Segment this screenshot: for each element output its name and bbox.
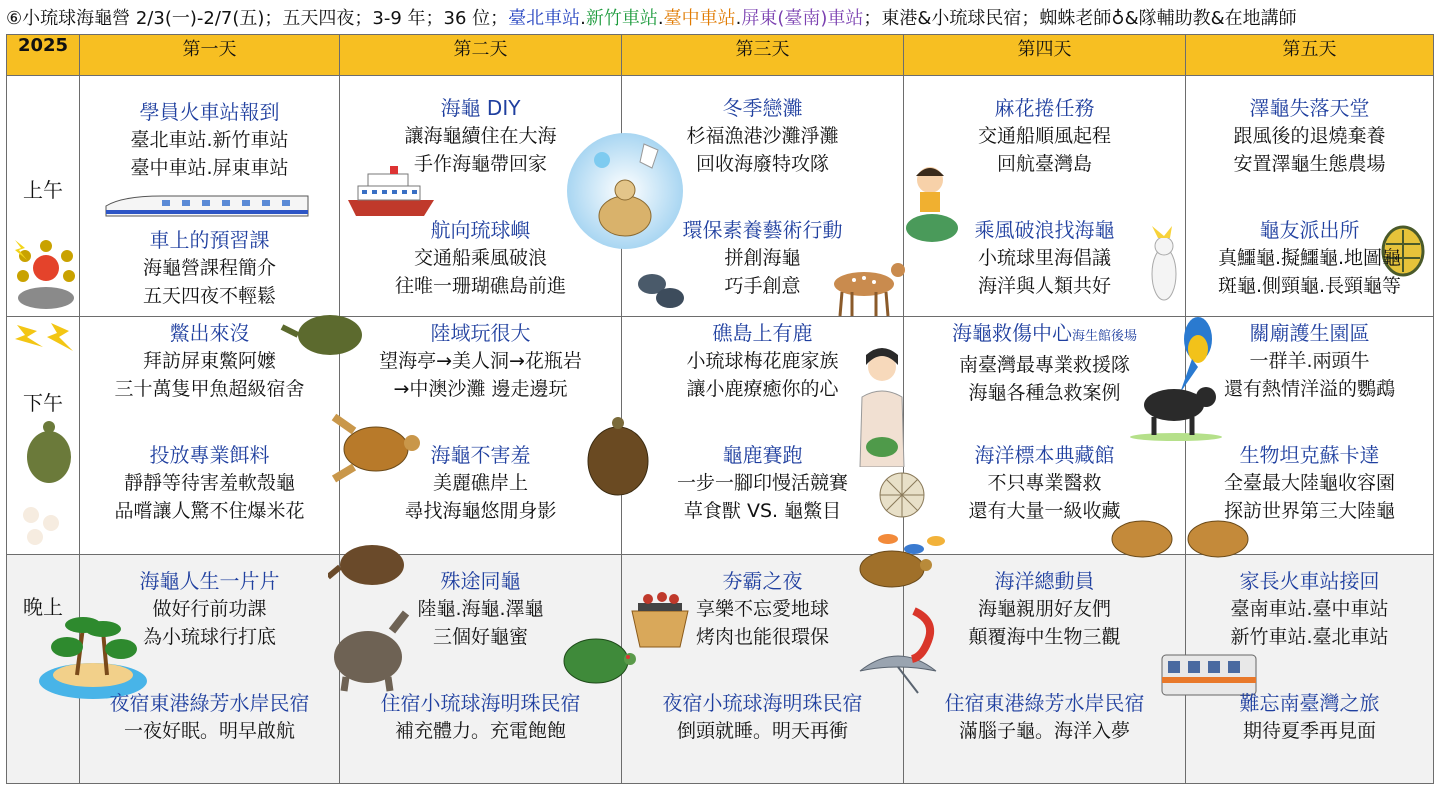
event-title: 陸域玩很大 <box>430 321 531 345</box>
event-title: 乘風破浪找海龜 <box>974 218 1115 242</box>
event-title-text: 海龜救傷中心 <box>951 321 1072 345</box>
event-title: 鱉出來沒 <box>169 321 250 345</box>
row-label-afternoon <box>7 317 80 555</box>
dot-3: . <box>735 8 742 29</box>
sulcata-tortoise-icon <box>1106 515 1256 561</box>
event-line: 海龜各種急救案例 <box>968 382 1121 404</box>
cockatoo-icon <box>1142 226 1186 310</box>
event-line: 讓小鹿療癒你的心 <box>686 378 839 400</box>
ferry-ship-icon <box>346 166 436 222</box>
day4-morning-cell <box>904 76 1186 317</box>
day1-evening-cell <box>80 555 340 784</box>
giant-tortoise-icon <box>326 607 410 693</box>
event-line: 往唯一珊瑚礁島前進 <box>394 275 566 297</box>
event-title: 難忘南臺灣之旅 <box>1239 691 1380 715</box>
popcorn-icon <box>17 501 67 551</box>
thunder-god-icon <box>13 234 79 312</box>
morning-row <box>7 76 1434 317</box>
day3-evening-cell <box>622 555 904 784</box>
day-2-header: 第二天 <box>340 35 622 76</box>
event-line: 一群羊.兩頭牛 <box>1249 350 1370 372</box>
turtle-group-icon <box>630 262 690 314</box>
year-header: 2025 <box>7 35 80 76</box>
event-line: 尋找海龜悠閒身影 <box>404 500 557 522</box>
event-title: 學員火車站報到 <box>139 100 280 124</box>
evening-label: 晚上 <box>23 595 63 619</box>
event-line: 安置澤龜生態農場 <box>1233 153 1386 175</box>
day-3-header: 第三天 <box>622 35 904 76</box>
event-line: 做好行前功課 <box>152 598 267 620</box>
event-line: 期待夏季再見面 <box>1242 720 1376 742</box>
event-title: 家長火車站接回 <box>1239 569 1380 593</box>
event-title: 生物坦克蘇卡達 <box>1239 443 1380 467</box>
event-line: →中澳沙灘 邊走邊玩 <box>393 378 568 400</box>
station-hsinchu: 新竹車站 <box>585 8 658 29</box>
event-line: 回航臺灣島 <box>996 153 1092 175</box>
event-title: 澤龜失落天堂 <box>1249 96 1370 120</box>
event-line: 品嚐讓人驚不住爆米花 <box>114 500 305 522</box>
event-line: 草食獸 VS. 龜鱉目 <box>683 500 842 522</box>
event-line: 海洋與人類共好 <box>977 275 1111 297</box>
event-line: 海龜親朋好友們 <box>977 598 1111 620</box>
event-line: 還有熱情洋溢的鸚鵡 <box>1223 378 1395 400</box>
event-line: 拼創海龜 <box>724 247 801 269</box>
event-line: 顛覆海中生物三觀 <box>968 626 1121 648</box>
afternoon-label: 下午 <box>23 391 63 415</box>
event-line: 斑龜.側頸龜.長頸龜等 <box>1217 275 1402 297</box>
event-title: 夯霸之夜 <box>722 569 803 593</box>
event-line: 小琉球里海倡議 <box>977 247 1111 269</box>
event-line: 美麗礁岸上 <box>432 472 528 494</box>
event-line: 臺中車站.屏東車站 <box>130 157 289 179</box>
row-label-morning <box>7 76 80 317</box>
event-note: 海生館後場 <box>1071 329 1137 344</box>
event-line: 臺南車站.臺中車站 <box>1230 598 1389 620</box>
event-title: 航向琉球嶼 <box>430 218 531 242</box>
day4-evening-cell <box>904 555 1186 784</box>
event-title <box>904 319 1185 351</box>
event-line: 烤肉也能很環保 <box>695 626 829 648</box>
event-line: 交通船乘風破浪 <box>413 247 547 269</box>
station-taipei: 臺北車站 <box>508 8 581 29</box>
header-row <box>7 35 1434 76</box>
event-line: 探訪世界第三大陸龜 <box>1223 500 1395 522</box>
evening-row <box>7 555 1434 784</box>
event-line: 享樂不忘愛地球 <box>695 598 829 620</box>
event-line: 三個好龜蜜 <box>432 626 528 648</box>
event-line: 新竹車站.臺北車站 <box>1230 626 1389 648</box>
event-title: 殊途同龜 <box>440 569 521 593</box>
lightning-icon <box>11 321 77 361</box>
event-line: 陸龜.海龜.澤龜 <box>417 598 544 620</box>
event-line: 南臺灣最專業救援隊 <box>958 354 1130 376</box>
schedule-table <box>6 34 1434 784</box>
event-title: 海龜不害羞 <box>430 443 531 467</box>
event-title: 麻花捲任務 <box>994 96 1095 120</box>
event-title: 海龜人生一片片 <box>139 569 280 593</box>
event-line: 靜靜等待害羞軟殼龜 <box>123 472 295 494</box>
event-line: 跟風後的退燒棄養 <box>1233 125 1386 147</box>
morning-label: 上午 <box>23 178 63 202</box>
event-line: 倒頭就睡。明天再衝 <box>676 720 848 742</box>
event-line: 還有大量一級收藏 <box>968 500 1121 522</box>
dot-2: . <box>657 8 664 29</box>
event-line: 小琉球梅花鹿家族 <box>686 350 839 372</box>
event-title: 海洋標本典藏館 <box>974 443 1115 467</box>
event-title: 海龜 DIY <box>440 96 521 120</box>
event-line: 三十萬隻甲魚超級宿舍 <box>114 378 305 400</box>
event-line: 滿腦子龜。海洋入夢 <box>958 720 1130 742</box>
event-line: 真鱷龜.擬鱷龜.地圖龜 <box>1217 247 1402 269</box>
event-title: 住宿東港綠芳水岸民宿 <box>944 691 1145 715</box>
event-line: 拜訪屏東鱉阿嬤 <box>142 350 276 372</box>
station-taichung: 臺中車站 <box>663 8 736 29</box>
event-line: 全臺最大陸龜收容園 <box>1223 472 1395 494</box>
event-title: 龜鹿賽跑 <box>722 443 803 467</box>
day2-morning-cell <box>340 76 622 317</box>
event-title: 關廟護生園區 <box>1249 321 1370 345</box>
dot-1: . <box>580 8 586 29</box>
event-line: 海龜營課程簡介 <box>142 257 276 279</box>
event-line: 為小琉球行打底 <box>142 626 276 648</box>
event-title: 冬季戀灘 <box>722 96 803 120</box>
title-prefix: ⑥小琉球海龜營 2/3(一)-2/7(五)；五天四夜；3-9 年；36 位； <box>6 8 509 29</box>
event-title: 夜宿東港綠芳水岸民宿 <box>109 691 310 715</box>
event-title: 車上的預習課 <box>149 228 270 252</box>
event-line: 望海亭→美人洞→花瓶岩 <box>379 350 582 372</box>
day-5-header: 第五天 <box>1186 35 1434 76</box>
event-line: 杉福漁港沙灘淨灘 <box>686 125 839 147</box>
event-line: 一夜好眠。明早啟航 <box>123 720 295 742</box>
day3-afternoon-cell <box>622 317 904 555</box>
fish-icon <box>874 529 948 559</box>
deer-icon <box>818 254 908 318</box>
event-title: 環保素養藝術行動 <box>682 218 843 242</box>
event-line: 不只專業醫救 <box>987 472 1102 494</box>
event-line: 交通船順風起程 <box>977 125 1111 147</box>
event-line: 五天四夜不輕鬆 <box>142 285 276 307</box>
event-title: 夜宿小琉球海明珠民宿 <box>662 691 863 715</box>
event-title: 海洋總動員 <box>994 569 1095 593</box>
event-line: 讓海龜續住在大海 <box>404 125 557 147</box>
day-4-header: 第四天 <box>904 35 1186 76</box>
event-line: 補充體力。充電飽飽 <box>394 720 566 742</box>
event-title: 龜友派出所 <box>1259 218 1360 242</box>
veterinarian-icon <box>852 347 912 467</box>
event-line: 手作海龜帶回家 <box>413 153 547 175</box>
station-pingtung: 屏東(臺南)車站 <box>741 8 864 29</box>
event-line: 巧手創意 <box>724 275 801 297</box>
title-suffix: ；東港&小琉球民宿；蜘蛛老師♁&隊輔助教&在地講師 <box>863 8 1297 29</box>
event-title: 投放專業餌料 <box>149 443 270 467</box>
event-line: 臺北車站.新竹車站 <box>130 129 289 151</box>
day-1-header: 第一天 <box>80 35 340 76</box>
train-icon <box>102 194 312 222</box>
event-title: 礁島上有鹿 <box>712 321 813 345</box>
day5-morning-cell <box>1186 76 1434 317</box>
softshell-turtle-icon <box>21 421 79 493</box>
day1-morning-cell <box>80 76 340 317</box>
event-line: 回收海廢特攻隊 <box>695 153 829 175</box>
buffalo-icon <box>1126 373 1226 441</box>
event-title: 住宿小琉球海明珠民宿 <box>380 691 581 715</box>
page-title <box>6 6 1297 32</box>
row-label-evening <box>7 555 80 784</box>
sea-urchin-icon <box>874 467 930 523</box>
day3-morning-cell <box>622 76 904 317</box>
day5-evening-cell <box>1186 555 1434 784</box>
event-line: 一步一腳印慢活競賽 <box>676 472 848 494</box>
